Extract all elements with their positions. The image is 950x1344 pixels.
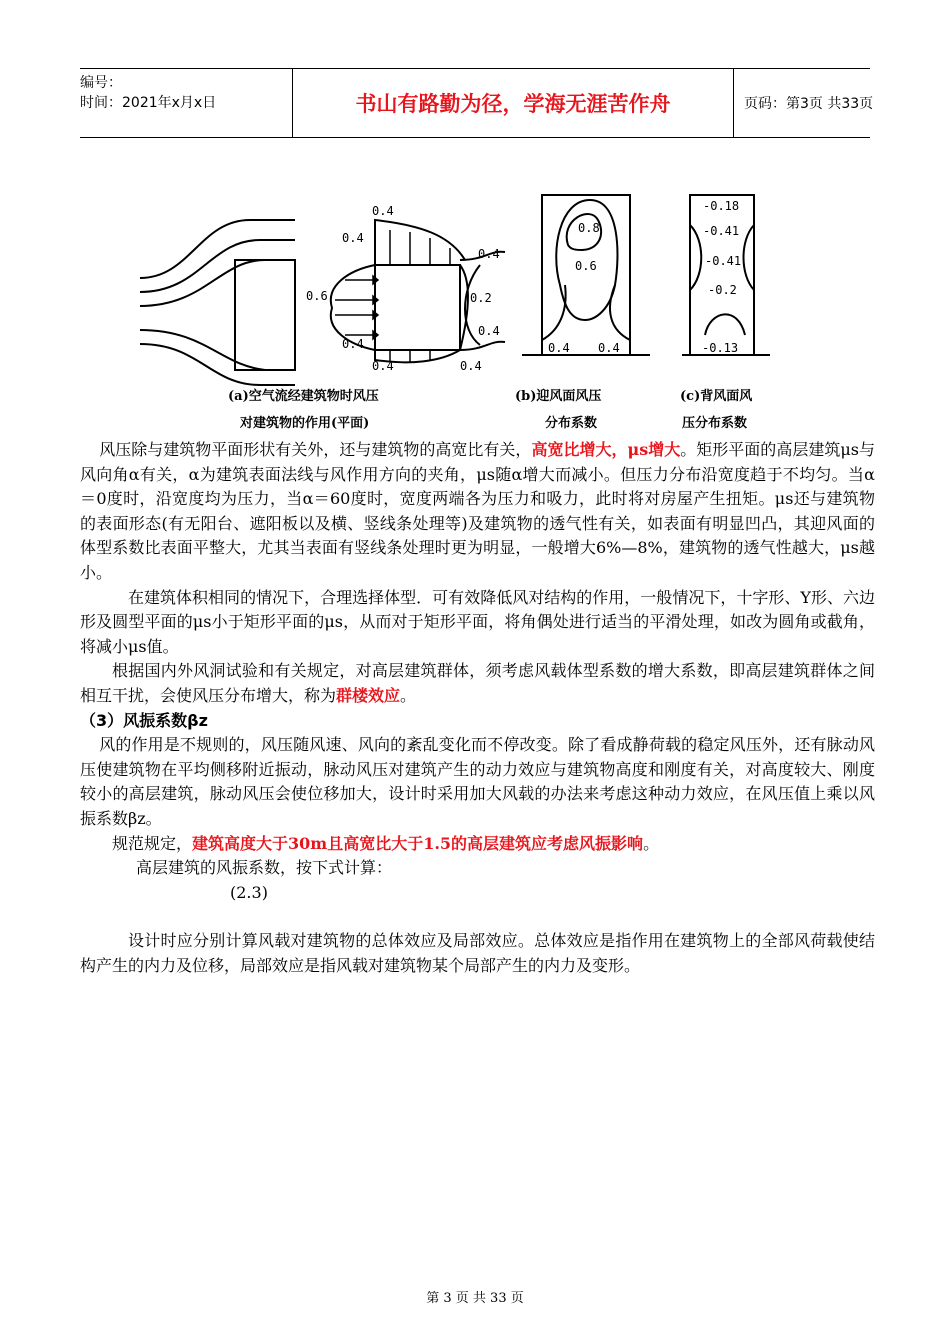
contour-line <box>705 314 745 335</box>
label-a: 0.4 <box>478 324 500 338</box>
p1-text-b: 。矩形平面的高层建筑μs与风向角α有关，α为建筑表面法线与风作用方向的夹角，μs随α增大而减小。但压力分布沿宽度趋于不均匀。当α＝0度时，沿宽度均为压力，当α＝60度时，宽度两端各为压力和吸力，此时将对房屋产生扭矩。μs还与建筑物的表面形态(有无阳台、遮阳板以及横、竖线条处理等)及建筑物的透气性有关，如表面有明显凹凸，其迎风面的体型系数比表面平整大，尤其当表面有竖线条处理时更为明显，一般增大6%—8%，建筑物的透气性越大，μs越小。 <box>80 440 875 582</box>
caption-a-line2: 对建筑物的作用(平面) <box>240 416 370 431</box>
label-b: 0.4 <box>548 341 570 355</box>
p5-text-a: 规范规定， <box>112 833 193 853</box>
flow-line <box>140 240 295 292</box>
paragraph-7: 设计时应分别计算风载对建筑物的总体效应及局部效应。总体效应是指作用在建筑物上的全部风荷载使结构产生的内力及位移，局部效应是指风载对建筑物某个局部产生的内力及变形。 <box>80 931 875 975</box>
label-a: 0.4 <box>372 204 394 218</box>
paragraph-2: 在建筑体积相同的情况下，合理选择体型．可有效降低风对结构的作用，一般情况下，十字形、Y形、六边形及圆型平面的μs小于矩形平面的μs，从而对于矩形平面，将角偶处进行适当的平滑处理，如改为圆角或截角，将减小μs值。 <box>80 587 875 656</box>
label-a: 0.4 <box>478 247 500 261</box>
code-label: 编号： <box>80 75 122 91</box>
equation-number: (2.3) <box>230 882 268 902</box>
label-c: -0.2 <box>708 283 737 297</box>
building-plan-left <box>235 260 295 370</box>
caption-a-line1: (a)空气流经建筑物时风压 <box>228 389 379 404</box>
section-heading: （3）风振系数βz <box>80 710 208 730</box>
spacer <box>80 905 875 929</box>
header-left <box>80 69 290 141</box>
label-a: 0.2 <box>470 291 492 305</box>
label-a: 0.4 <box>460 359 482 373</box>
building-plan-right <box>375 265 460 350</box>
p3-text-b: 。 <box>400 685 417 705</box>
p1-text-a: 风压除与建筑物平面形状有关外，还与建筑物的高宽比有关， <box>99 440 532 459</box>
pressure-envelope <box>375 220 465 265</box>
p3-highlight: 群楼效应 <box>336 685 401 705</box>
caption-b-line2: 分布系数 <box>545 416 598 431</box>
label-a: 0.4 <box>342 231 364 245</box>
flow-line <box>140 344 295 385</box>
label-c: -0.18 <box>703 199 740 213</box>
header-motto: 书山有路勤为径，学海无涯苦作舟 <box>292 69 734 137</box>
time-label: 时间：2021年x月x日 <box>80 95 217 111</box>
paragraph-6: 高层建筑的风振系数，按下式计算： <box>136 858 393 878</box>
label-c: -0.41 <box>703 224 740 238</box>
contour-line <box>542 285 630 340</box>
label-a: 0.4 <box>342 337 364 351</box>
body-text <box>80 438 875 978</box>
p5-highlight: 建筑高度大于30m且高宽比大于1.5的高层建筑应考虑风振影响 <box>192 833 644 853</box>
label-a: 0.4 <box>372 359 394 373</box>
label-a: 0.6 <box>306 289 328 303</box>
page-header <box>80 68 874 138</box>
header-page-info: 页码：第3页 共33页 <box>744 96 874 112</box>
flow-line <box>140 220 295 278</box>
label-c: -0.13 <box>702 341 739 355</box>
label-b: 0.8 <box>578 221 600 235</box>
caption-b-line1: (b)迎风面风压 <box>515 389 602 404</box>
label-c: -0.41 <box>705 254 742 268</box>
p5-text-b: 。 <box>643 833 660 853</box>
paragraph-4: 风的作用是不规则的，风压随风速、风向的紊乱变化而不停改变。除了看成静荷载的稳定风压外，还有脉动风压使建筑物在平均侧移附近振动，脉动风压对建筑产生的动力效应与建筑物高度和刚度有关，对高度较大、刚度较小的高层建筑，脉动风压会使位移加大，设计时采用加大风载的办法来考虑这种动力效应，在风压值上乘以风振系数βz。 <box>80 735 875 828</box>
paragraph-3 <box>80 659 875 708</box>
wind-pressure-figure <box>120 180 820 440</box>
paragraph-5 <box>80 832 875 857</box>
label-b: 0.4 <box>598 341 620 355</box>
page-footer: 第 3 页 共 33 页 <box>426 1291 524 1306</box>
paragraph-1 <box>80 438 875 586</box>
caption-c-line1: (c)背风面风 <box>680 389 753 404</box>
p3-text-a: 根据国内外风洞试验和有关规定，对高层建筑群体，须考虑风载体型系数的增大系数，即高层建筑群体之间相互干扰，会使风压分布增大，称为 <box>80 661 875 705</box>
label-b: 0.6 <box>575 259 597 273</box>
flow-line <box>460 342 505 350</box>
pressure-envelope <box>460 265 480 350</box>
caption-c-line2: 压分布系数 <box>682 416 748 431</box>
p1-highlight: 高宽比增大，μs增大 <box>531 440 681 459</box>
